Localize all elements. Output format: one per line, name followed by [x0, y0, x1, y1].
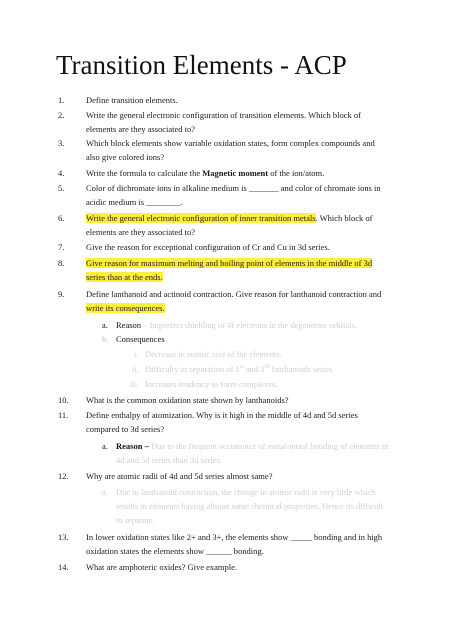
- reason-label: Reason –: [116, 441, 149, 451]
- question-text: Which block elements show variable oxidation states, form complex compounds and: [86, 138, 375, 148]
- question-text: In lower oxidation states like 2+ and 3+, the elements show _____ bonding and in high: [86, 532, 383, 542]
- highlighted-text: Write the general electronic configuration of inner transition metals: [86, 213, 316, 223]
- highlighted-text: write its consequences.: [86, 302, 165, 313]
- question-text: acidic medium is ________.: [86, 196, 183, 207]
- question-number: 13.: [58, 532, 69, 542]
- bold-term: Magnetic moment: [202, 168, 269, 178]
- question-text: also give colored ions?: [86, 151, 165, 162]
- reason-text: Due to the frequent occurrence of metal-metal bonding of elements in: [148, 441, 389, 451]
- question-text: Why are atomic radii of 4d and 5d series almost same?: [86, 471, 273, 481]
- question-text: Color of dichromate ions in alkaline medium is _______ and color of chromate ions in: [86, 183, 381, 193]
- question-text: elements are they associated to?: [86, 226, 196, 237]
- question-number: 3.: [58, 138, 65, 148]
- question-number: 10.: [58, 395, 69, 405]
- question-number: 5.: [58, 183, 65, 193]
- question-text: Write the general electronic configuration of inner transition metals. Which block of: [86, 213, 373, 223]
- sub-label: a.: [102, 441, 108, 451]
- question-number: 12.: [58, 471, 69, 481]
- question-text: Define enthalpy of atomization. Why is it high in the middle of 4d and 5d series: [86, 410, 358, 420]
- page-title: Transition Elements - ACP: [56, 50, 347, 80]
- question-number: 9.: [58, 289, 65, 299]
- question-text: compared to 3d series?: [86, 423, 165, 434]
- question-text: What are amphoteric oxides? Give example.: [86, 562, 238, 572]
- question-text: Write the general electronic configuration of transition elements. Which block of: [86, 110, 361, 120]
- question-number: 7.: [58, 242, 65, 252]
- question-text: Define transition elements.: [86, 95, 178, 105]
- question-text: oxidation states the elements show ______ bonding.: [86, 545, 264, 556]
- question-number: 14.: [58, 562, 69, 572]
- question-number: 4.: [58, 168, 65, 178]
- highlighted-text: Give reason for maximum melting and boiling point of elements in the middle of 3d: [86, 258, 373, 268]
- highlighted-text: series than at the ends.: [86, 271, 163, 282]
- consequences-label: Consequences: [116, 334, 165, 344]
- question-number: 8.: [58, 258, 65, 268]
- question-number: 6.: [58, 213, 65, 223]
- question-number: 2.: [58, 110, 65, 120]
- question-text: Write the formula to calculate the Magnetic moment of the ion/atom.: [86, 168, 325, 178]
- reason-label: Reason: [116, 320, 142, 330]
- question-text: Give the reason for exceptional configuration of Cr and Cu in 3d series.: [86, 242, 330, 252]
- sub-label: b.: [102, 334, 109, 344]
- reason-text: – Imperfect shielding of 4f electrons in the degenerate orbitals.: [141, 320, 357, 330]
- question-number: 11.: [58, 410, 69, 420]
- question-number: 1.: [58, 95, 65, 105]
- question-text: What is the common oxidation state shown by lanthanoids?: [86, 395, 289, 405]
- sub-label: a.: [102, 320, 108, 330]
- question-text: Define lanthanoid and actinoid contraction. Give reason for lanthanoid contraction and: [86, 289, 382, 299]
- question-text: elements are they associated to?: [86, 123, 196, 134]
